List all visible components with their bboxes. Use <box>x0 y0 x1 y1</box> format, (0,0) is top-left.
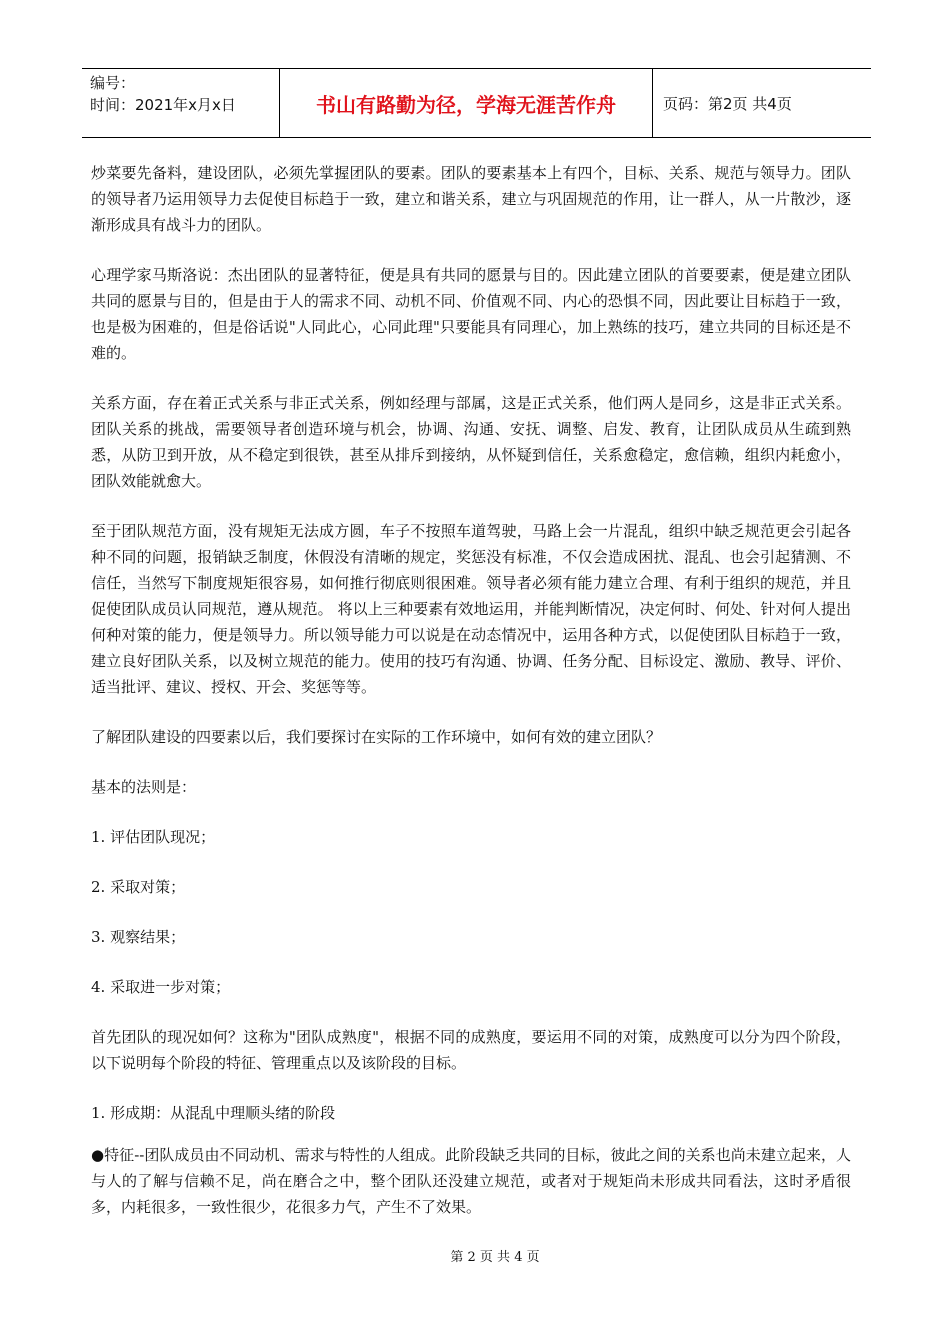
paragraph: ●特征--团队成员由不同动机、需求与特性的人组成。此阶段缺乏共同的目标，彼此之间的关系也尚未建立起来，人与人的了解与信赖不足，尚在磨合之中，整个团队还没建立规范，或者对于规矩尚未形成共同看法，这时矛盾很多，内耗很多，一致性很少，花很多力气，产生不了效果。 <box>91 1146 851 1216</box>
document-body <box>91 160 851 1244</box>
list-item: 1. 评估团队现况； <box>91 828 216 846</box>
list-item: 3. 观察结果； <box>91 928 186 946</box>
date-label: 时间：2021年x月x日 <box>90 96 236 114</box>
paragraph: 心理学家马斯洛说：杰出团队的显著特征，便是具有共同的愿景与目的。因此建立团队的首要要素，便是建立团队共同的愿景与目的，但是由于人的需求不同、动机不同、价值观不同、内心的恐惧不同，因此要让目标趋于一致，也是极为困难的，但是俗话说"人同此心，心同此理"只要能具有同理心，加上熟练的技巧，建立共同的目标还是不难的。 <box>91 266 851 362</box>
paragraph: 至于团队规范方面，没有规矩无法成方圆，车子不按照车道驾驶，马路上会一片混乱，组织中缺乏规范更会引起各种不同的问题，报销缺乏制度，休假没有清晰的规定，奖惩没有标准，不仅会造成困扰、混乱、也会引起猜测、不信任，当然写下制度规矩很容易，如何推行彻底则很困难。领导者必须有能力建立合理、有利于组织的规范，并且促使团队成员认同规范，遵从规范。 将以上三种要素有效地运用，并能判断情况，决定何时、何处、针对何人提出何种对策的能力，便是领导力。所以领导能力可以说是在动态情况中，运用各种方式，以促使团队目标趋于一致，建立良好团队关系，以及树立规范的能力。使用的技巧有沟通、协调、任务分配、目标设定、激励、教导、评价、适当批评、建议、授权、开会、奖惩等等。 <box>91 522 851 696</box>
list-item: 4. 采取进一步对策； <box>91 978 231 996</box>
paragraph: 基本的法则是： <box>91 778 197 796</box>
page-footer: 第 2 页 共 4 页 <box>450 1250 540 1265</box>
paragraph: 炒菜要先备料，建设团队，必须先掌握团队的要素。团队的要素基本上有四个，目标、关系、规范与领导力。团队的领导者乃运用领导力去促使目标趋于一致，建立和谐关系，建立与巩固规范的作用，让一群人，从一片散沙，逐渐形成具有战斗力的团队。 <box>91 164 851 234</box>
list-item: 2. 采取对策； <box>91 878 186 896</box>
serial-label: 编号： <box>90 74 136 92</box>
section-heading: 1. 形成期：从混乱中理顺头绪的阶段 <box>91 1104 336 1122</box>
page-header <box>82 68 871 138</box>
paragraph: 首先团队的现况如何？这称为"团队成熟度"，根据不同的成熟度，要运用不同的对策，成熟度可以分为四个阶段，以下说明每个阶段的特征、管理重点以及该阶段的目标。 <box>91 1028 851 1072</box>
header-motto: 书山有路勤为径，学海无涯苦作舟 <box>280 69 653 137</box>
header-page-number: 页码：第2页 共4页 <box>663 94 792 113</box>
header-meta <box>82 69 280 137</box>
paragraph: 了解团队建设的四要素以后，我们要探讨在实际的工作环境中，如何有效的建立团队？ <box>91 728 662 746</box>
paragraph: 关系方面，存在着正式关系与非正式关系，例如经理与部属，这是正式关系，他们两人是同乡，这是非正式关系。团队关系的挑战，需要领导者创造环境与机会，协调、沟通、安抚、调整、启发、教育，让团队成员从生疏到熟悉，从防卫到开放，从不稳定到很铁，甚至从排斥到接纳，从怀疑到信任，关系愈稳定，愈信赖，组织内耗愈小，团队效能就愈大。 <box>91 394 851 490</box>
